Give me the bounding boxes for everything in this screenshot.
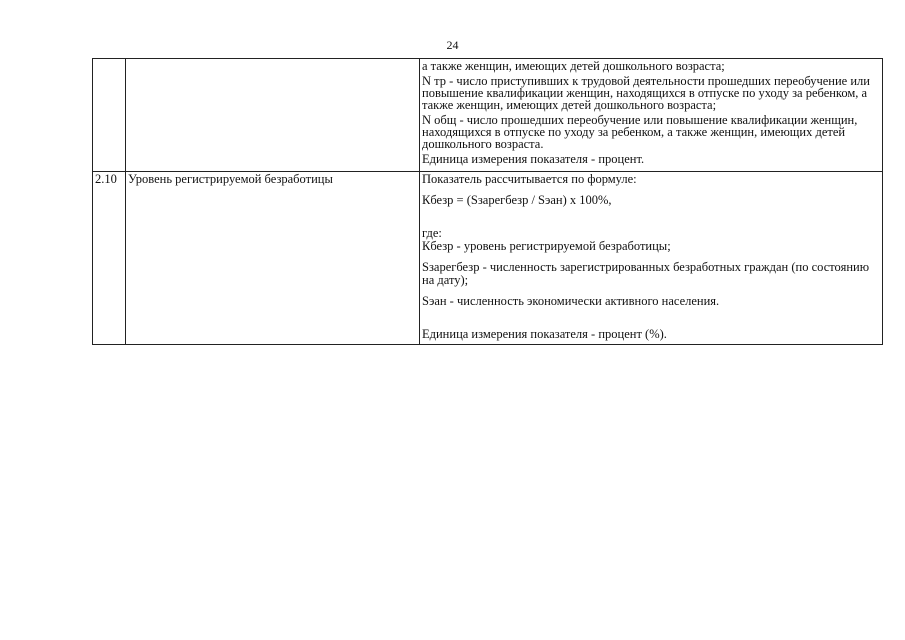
page-number: 24 — [446, 38, 459, 52]
row-number-cell — [93, 59, 126, 172]
indicator-name-cell — [126, 59, 420, 172]
description-paragraph: Единица измерения показателя - процент. — [422, 152, 645, 166]
description-paragraph: Единица измерения показателя - процент (%). — [422, 327, 667, 341]
description-paragraph: а также женщин, имеющих детей дошкольного возраста; — [422, 59, 725, 73]
description-paragraph: Показатель рассчитывается по формуле: — [422, 172, 637, 186]
row-number-cell: 2.10 — [93, 172, 126, 345]
description-paragraph: Sзарегбезр - численность зарегистрированных безработных граждан (по состоянию на дату); — [422, 260, 870, 287]
indicator-description-cell — [420, 172, 883, 345]
description-paragraph: Sэан - численность экономически активного населения. — [422, 294, 720, 308]
indicators-table — [92, 58, 883, 345]
description-paragraph: Кбезр - уровень регистрируемой безработицы; — [422, 239, 671, 253]
description-paragraph: где: — [422, 226, 442, 240]
indicator-name-cell: Уровень регистрируемой безработицы — [126, 172, 420, 345]
indicator-description-cell — [420, 59, 883, 172]
table-row — [93, 172, 883, 345]
description-paragraph: N тр - число приступивших к трудовой деятельности прошедших переобучение или повышение квалификации женщин, находящихся в отпуске по уходу за ребенком, а также женщин, имеющих детей дошкольного возраста; — [422, 74, 870, 112]
description-paragraph: N общ - число прошедших переобучение или повышение квалификации женщин, находящихся в отпуске по уходу за ребенком, а также женщин, имеющих детей дошкольного возраста. — [422, 113, 858, 151]
table-row — [93, 59, 883, 172]
formula: Кбезр = (Sзарегбезр / Sэан) х 100%, — [422, 193, 612, 207]
